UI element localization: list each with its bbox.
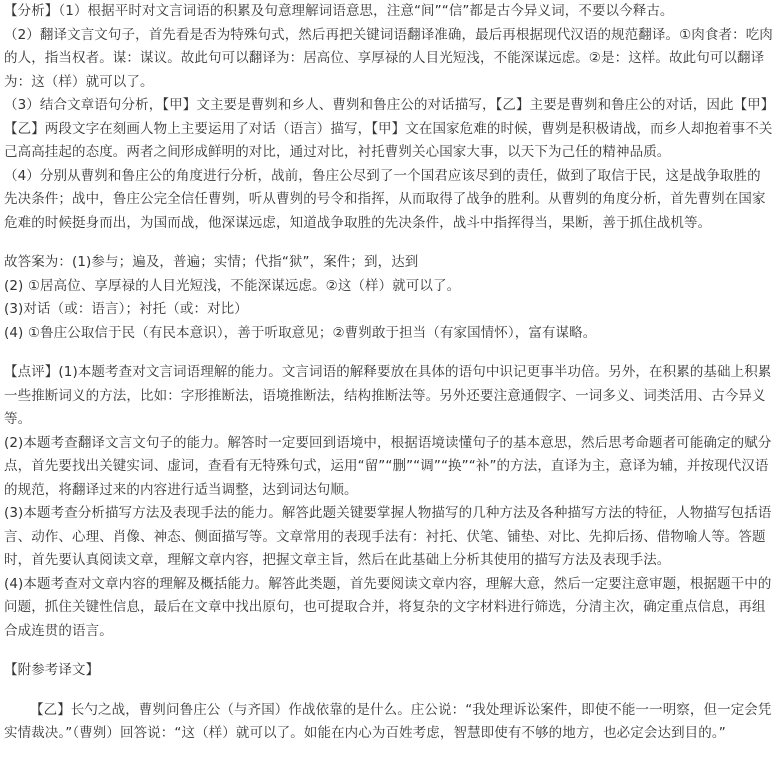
comment-paragraph-1: 【点评】(1)本题考查对文言词语理解的能力。文言词语的解释要放在具体的语句中识记更事半功倍。另外，在积累的基础上积累一些推断词义的方法，比如：字形推断法，语境推断法，结构推断法等。另外还要注意通假字、一词多义、词类活用、古今异义等。 xyxy=(4,364,772,427)
answer-line-3: (3)对话（或：语言）；衬托（或：对比） xyxy=(4,301,248,317)
analysis-paragraph-2: （2）翻译文言文句子，首先看是否为特殊句式，然后再把关键词语翻译准确，最后再根据现代汉语的规范翻译。①肉食者：吃肉的人，指当权者。谋：谋议。故此句可以翻译为：居高位、享厚禄的人目光短浅，不能深谋远虑。②是：这样。故此句可以翻译为：这（样）就可以了。 xyxy=(4,26,773,90)
spacer xyxy=(4,235,774,251)
comment-paragraph-3: (3)本题考查分析描写方法及表现手法的能力。解答此题关键要掌握人物描写的几种方法及各种描写方法的特征，人物描写包括语言、动作、心理、肖像、神态、侧面描写等。文章常用的表现手法有：衬托、伏笔、铺垫、对比、先抑后扬、借物喻人等。答题时，首先要认真阅读文章，理解文章内容，把握文章主旨，然后在此基础上分析其使用的描写方法及表现手法。 xyxy=(4,505,772,568)
analysis-paragraph-1: 【分析】（1）根据平时对文言词语的积累及句意理解词语意思，注意“间”“信”都是古今异义词，不要以今释古。 xyxy=(4,3,674,19)
answer-line-1: 故答案为：(1)参与；遍及，普遍；实情；代指“狱”，案件；到，达到 xyxy=(4,254,419,270)
answer-line-4: (4) ①鲁庄公取信于民（有民本意识），善于听取意见；②曹刿敢于担当（有家国情怀），富有谋略。 xyxy=(4,324,597,341)
spacer xyxy=(4,683,774,699)
spacer xyxy=(4,643,774,659)
translation-paragraph: 【乙】长勺之战，曹刿问鲁庄公（与齐国）作战依靠的是什么。庄公说：“我处理诉讼案件，即使不能一一明察，但一定会凭实情裁决。”（曹刿）回答说：“这（样）就可以了。如能在内心为百姓考虑，智慧即使有不够的地方，也必定会达到目的。” xyxy=(4,701,772,741)
analysis-section xyxy=(4,0,774,235)
analysis-paragraph-3: （3）结合文章语句分析，【甲】文主要是曹刿和乡人、曹刿和鲁庄公的对话描写，【乙】主要是曹刿和鲁庄公的对话，因此【甲】【乙】两段文字在刻画人物上主要运用了对话（语言）描写，【甲】文在国家危难的时候，曹刿是积极请战，而乡人却抱着事不关己高高挂起的态度。两者之间形成鲜明的对比，通过对比，衬托曹刿关心国家大事，以天下为己任的精神品质。 xyxy=(4,97,773,160)
spacer xyxy=(4,345,774,361)
translation-section xyxy=(4,659,774,746)
comment-paragraph-2: (2)本题考查翻译文言文句子的能力。解答时一定要回到语境中，根据语境读懂句子的基本意思，然后思考命题者可能确定的赋分点，首先要找出关键实词、虚词，查看有无特殊句式，运用“留”“删”“调”“换”“补”的方法，直译为主，意译为辅，并按现代汉语的规范，将翻译过来的内容进行适当调整，达到词达句顺。 xyxy=(4,434,772,498)
translation-heading: 【附参考译文】 xyxy=(4,662,100,678)
analysis-paragraph-4: （4）分别从曹刿和鲁庄公的角度进行分析，战前，鲁庄公尽到了一个国君应该尽到的责任，做到了取信于民，这是战争取胜的先决条件；战中，鲁庄公完全信任曹刿，听从曹刿的号令和指挥，从而取得了战争的胜利。从曹刿的角度分析，首先曹刿在国家危难的时候挺身而出，为国而战，他深谋远虑，知道战争取胜的先决条件，战斗中指挥得当，果断，善于抓住战机等。 xyxy=(4,167,766,231)
answer-section xyxy=(4,251,774,345)
comment-paragraph-4: (4)本题考查对文章内容的理解及概括能力。解答此类题，首先要阅读文章内容，理解大意，然后一定要注意审题，根据题干中的问题，抓住关键性信息，最后在文章中找出原句，也可提取合并，将复杂的文字材料进行筛选，分清主次，确定重点信息，再组合成连贯的语言。 xyxy=(4,575,772,639)
comment-section xyxy=(4,361,774,643)
answer-line-2: (2) ①居高位、享厚禄的人目光短浅，不能深谋远虑。②这（样）就可以了。 xyxy=(4,277,461,294)
